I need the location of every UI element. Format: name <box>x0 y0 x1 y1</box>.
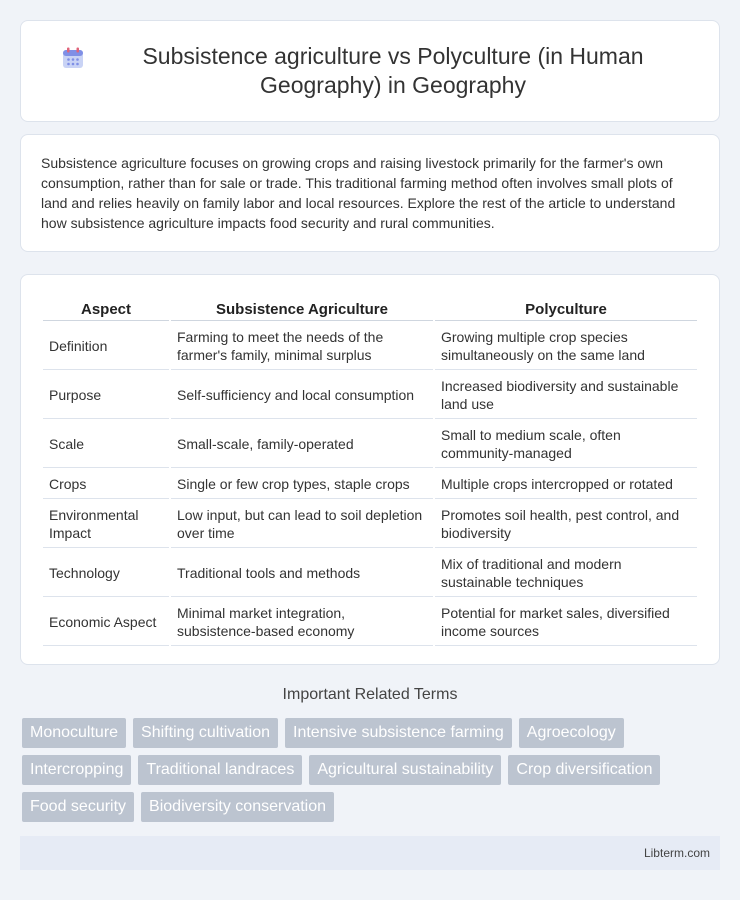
intro-paragraph: Subsistence agriculture focuses on growing crops and raising livestock primarily for the farmer's own consumption, rather than for sale or trade. This traditional farming method often involves small plots of land and relies heavily on family labor and local resources. Explore the rest of the article to understand how subsistence agriculture impacts food security and rural communities. <box>41 155 676 231</box>
cell-polyculture: Growing multiple crop species simultaneously on the same land <box>435 323 697 370</box>
page-title: Subsistence agriculture vs Polyculture (in Human Geography) in Geography <box>142 43 644 98</box>
related-terms-list <box>22 718 722 829</box>
table-row <box>43 470 697 499</box>
term-tag[interactable]: Monoculture <box>22 718 126 748</box>
cell-polyculture: Promotes soil health, pest control, and biodiversity <box>435 501 697 548</box>
cell-aspect: Crops <box>43 470 169 499</box>
calendar-icon <box>61 46 85 70</box>
term-tag[interactable]: Intercropping <box>22 755 131 785</box>
cell-subsistence: Farming to meet the needs of the farmer's family, minimal surplus <box>171 323 433 370</box>
table-row <box>43 501 697 548</box>
cell-aspect: Environmental Impact <box>43 501 169 548</box>
header-aspect: Aspect <box>43 297 169 321</box>
cell-polyculture: Small to medium scale, often community-managed <box>435 421 697 468</box>
header-polyculture: Polyculture <box>435 297 697 321</box>
cell-aspect: Definition <box>43 323 169 370</box>
comparison-table <box>41 295 699 648</box>
cell-polyculture: Potential for market sales, diversified income sources <box>435 599 697 646</box>
cell-polyculture: Multiple crops intercropped or rotated <box>435 470 697 499</box>
footer-site-link[interactable]: Libterm.com <box>643 846 710 860</box>
term-tag[interactable]: Agricultural sustainability <box>309 755 501 785</box>
cell-polyculture: Mix of traditional and modern sustainable techniques <box>435 550 697 597</box>
cell-subsistence: Single or few crop types, staple crops <box>171 470 433 499</box>
table-header-row <box>43 297 697 321</box>
cell-aspect: Scale <box>43 421 169 468</box>
cell-aspect: Purpose <box>43 372 169 419</box>
term-tag[interactable]: Biodiversity conservation <box>141 792 334 822</box>
comparison-card <box>20 274 720 665</box>
cell-subsistence: Self-sufficiency and local consumption <box>171 372 433 419</box>
cell-aspect: Economic Aspect <box>43 599 169 646</box>
table-row <box>43 323 697 370</box>
table-row <box>43 372 697 419</box>
term-tag[interactable]: Crop diversification <box>508 755 660 785</box>
cell-subsistence: Traditional tools and methods <box>171 550 433 597</box>
term-tag[interactable]: Agroecology <box>519 718 624 748</box>
related-terms-title: Important Related Terms <box>282 686 458 703</box>
table-row <box>43 550 697 597</box>
title-card <box>20 20 720 122</box>
term-tag[interactable]: Food security <box>22 792 134 822</box>
term-tag[interactable]: Intensive subsistence farming <box>285 718 512 748</box>
cell-aspect: Technology <box>43 550 169 597</box>
term-tag[interactable]: Traditional landraces <box>138 755 302 785</box>
cell-subsistence: Low input, but can lead to soil depletion over time <box>171 501 433 548</box>
cell-subsistence: Small-scale, family-operated <box>171 421 433 468</box>
term-tag[interactable]: Shifting cultivation <box>133 718 278 748</box>
table-row <box>43 599 697 646</box>
footer <box>20 836 720 870</box>
intro-card <box>20 134 720 252</box>
cell-subsistence: Minimal market integration, subsistence-based economy <box>171 599 433 646</box>
table-row <box>43 421 697 468</box>
header-subsistence: Subsistence Agriculture <box>171 297 433 321</box>
cell-polyculture: Increased biodiversity and sustainable land use <box>435 372 697 419</box>
